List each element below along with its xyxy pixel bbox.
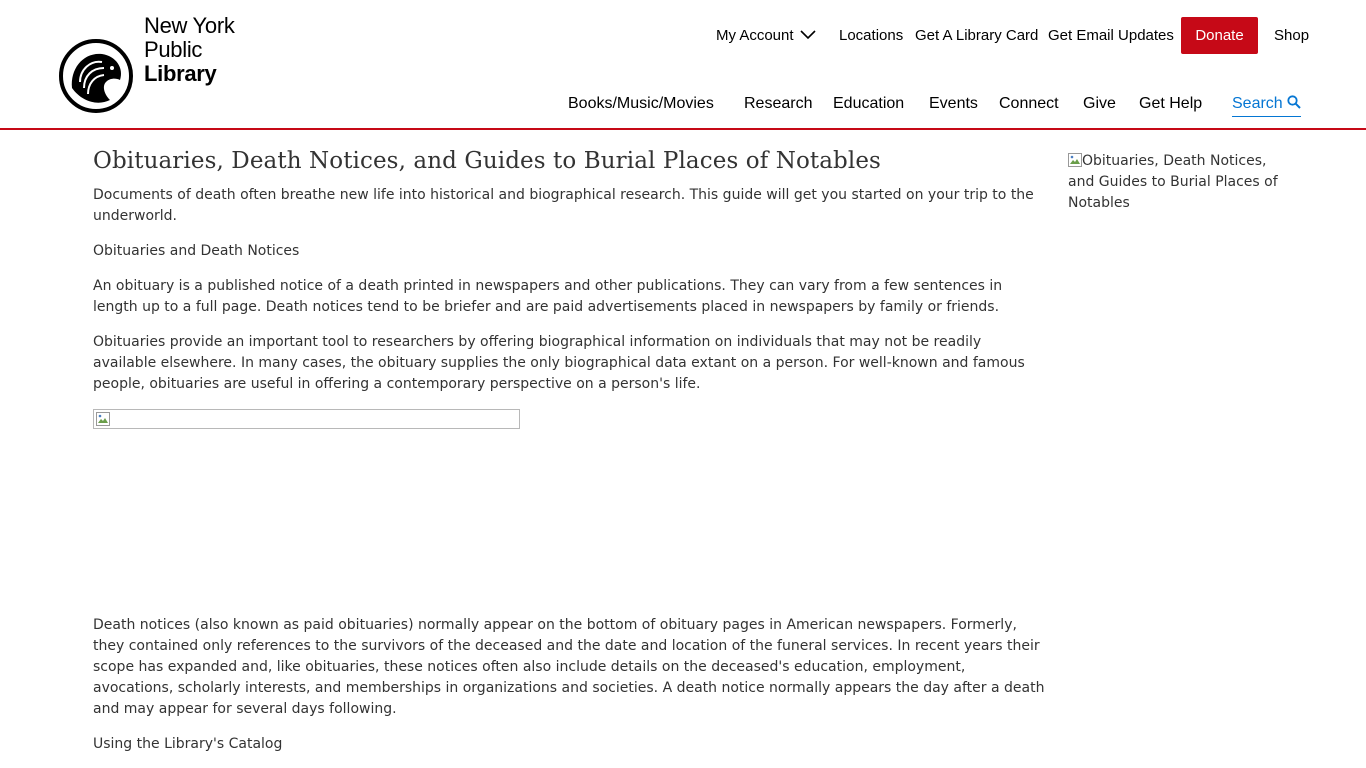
email-updates-link[interactable]: Get Email Updates <box>1048 27 1174 44</box>
wordmark-line-2: Public <box>144 37 203 62</box>
my-account-menu[interactable] <box>716 17 816 54</box>
sidebar-image-alt-text: Obituaries, Death Notices, and Guides to Burial Places of Notables <box>1068 153 1278 211</box>
shop-link[interactable]: Shop <box>1274 27 1310 44</box>
library-card-link[interactable]: Get A Library Card <box>915 27 1039 44</box>
intro-paragraph: Documents of death often breathe new life into historical and biographical research. This guide will get you started on your trip to the underworld. <box>93 187 1034 224</box>
utility-nav <box>0 17 1366 55</box>
sidebar-image-alt <box>1068 151 1288 214</box>
locations-link[interactable]: Locations <box>839 27 904 44</box>
nav-education[interactable]: Education <box>833 95 905 112</box>
broken-image-placeholder <box>93 409 520 429</box>
obituary-definition-paragraph: An obituary is a published notice of a death printed in newspapers and other publications. They can vary from a few sentences in length up to a full page. Death notices tend to be briefer and are paid advertisements placed in newspapers by family or friends. <box>93 278 1003 315</box>
nav-events[interactable]: Events <box>929 95 978 112</box>
main-nav <box>0 92 1366 116</box>
my-account-label: My Account <box>716 27 794 44</box>
wordmark-line-3: Library <box>144 61 217 86</box>
chevron-down-icon <box>800 30 816 40</box>
obituary-value-paragraph: Obituaries provide an important tool to researchers by offering biographical information on individuals that may not be readily available elsewhere. In many cases, the obituary supplies the only biographical data extant on a person. For well-known and famous people, obituaries are useful in offering a contemporary perspective on a person's life. <box>93 334 1025 392</box>
section-heading-obituaries: Obituaries and Death Notices <box>93 243 300 259</box>
death-notices-paragraph: Death notices (also known as paid obituaries) normally appear on the bottom of obituary pages in American newspapers. Formerly, they contained only references to the survivors of the deceased and the date and location of the funeral services. In recent years their scope has expanded and, like obituaries, these notices often also include details on the deceased's education, employment, avocations, scholarly interests, and memberships in organizations and societies. A death notice normally appears the day after a death and may appear for several days following. <box>93 617 1045 717</box>
nav-give[interactable]: Give <box>1083 95 1116 112</box>
wordmark-line-1: New York <box>144 13 235 38</box>
page-title: Obituaries, Death Notices, and Guides to Burial Places of Notables <box>93 148 881 174</box>
nav-books-music-movies[interactable]: Books/Music/Movies <box>568 95 714 112</box>
broken-image-icon <box>96 412 110 426</box>
broken-image-icon <box>1068 153 1082 167</box>
article-content <box>93 145 1048 768</box>
search-button[interactable] <box>1232 92 1301 117</box>
nav-research[interactable]: Research <box>744 95 813 112</box>
nav-get-help[interactable]: Get Help <box>1139 95 1203 112</box>
donate-button[interactable]: Donate <box>1181 17 1258 54</box>
site-header <box>0 0 1366 130</box>
nav-connect[interactable]: Connect <box>999 95 1059 112</box>
search-icon <box>1287 95 1301 109</box>
search-label: Search <box>1232 95 1283 112</box>
section-heading-catalog: Using the Library's Catalog <box>93 736 283 752</box>
